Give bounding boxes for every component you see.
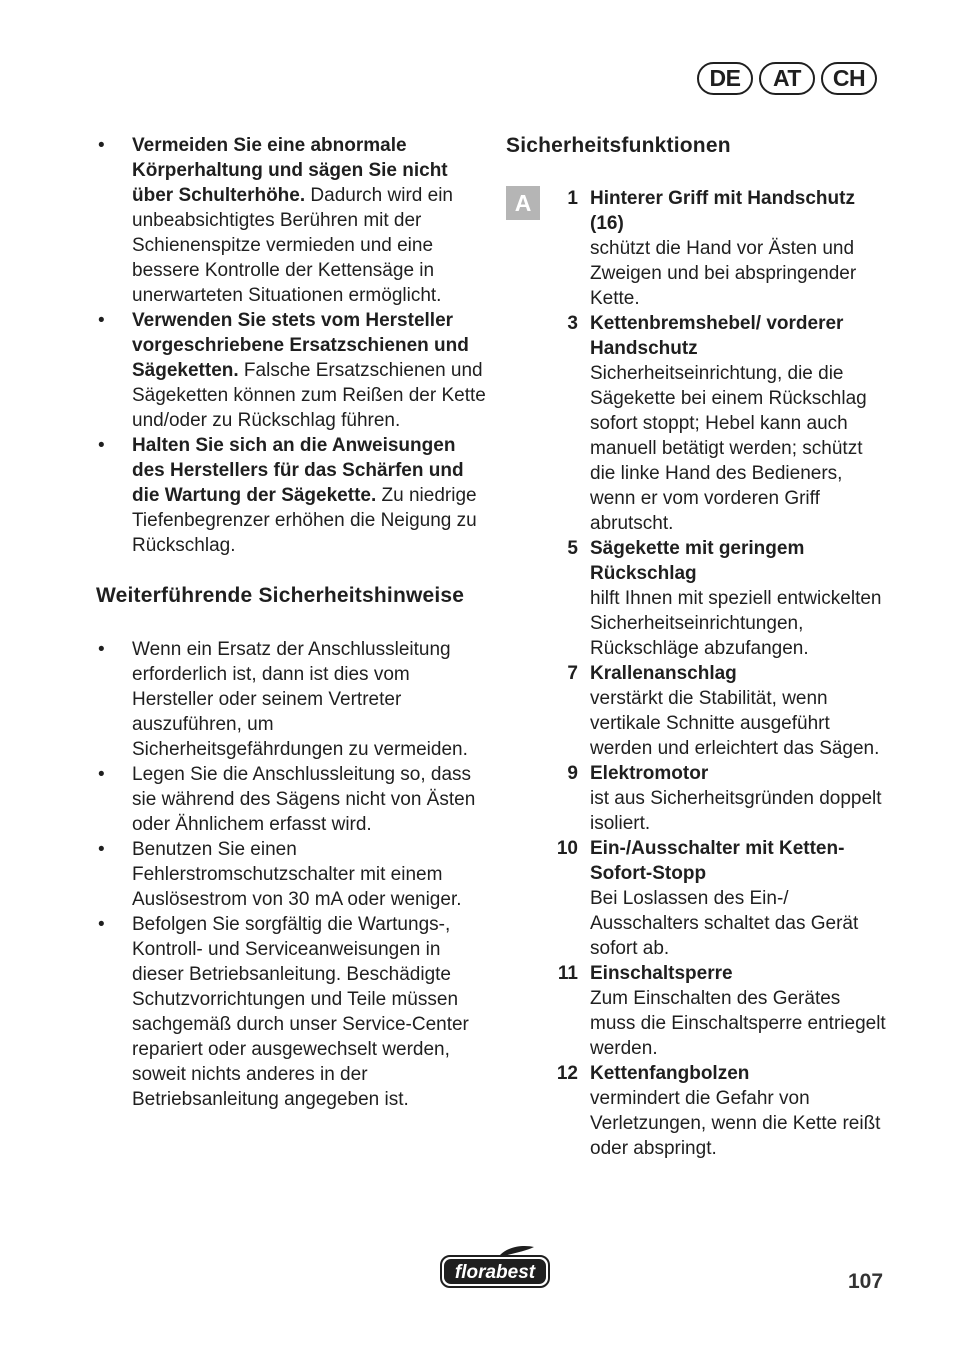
- bullet-bold: Halten Sie sich an die Anweisungen des Herstellers für das Schärfen und die Wartung der Sägekette.: [132, 435, 464, 506]
- feature-description: schützt die Hand vor Ästen und Zweigen und bei abspringender Kette.: [590, 238, 857, 309]
- feature-number: 7: [567, 663, 578, 684]
- list-item: [96, 433, 486, 558]
- logo-leaf: [500, 1246, 534, 1256]
- language-badges: [697, 62, 877, 95]
- list-item: • Wenn ein Ersatz der Anschlussleitung erforderlich ist, dann ist dies vom Hersteller oder seinem Vertreter auszuführen, um Sicherheitsgefährdungen zu vermeiden.: [96, 637, 486, 762]
- lang-badge-de: DE: [697, 62, 753, 95]
- feature-number: 10: [556, 838, 578, 859]
- lang-badge-ch: CH: [821, 62, 877, 95]
- feature-description: Bei Loslassen des Ein-/ Ausschalters schaltet das Gerät sofort ab.: [590, 888, 859, 959]
- feature-body: [590, 186, 890, 311]
- feature-number: 9: [567, 763, 578, 784]
- lang-badge-at: AT: [759, 62, 815, 95]
- list-item: [96, 308, 486, 433]
- feature-description: Zum Einschalten des Gerätes muss die Einschaltsperre entriegelt werden.: [590, 988, 886, 1059]
- feature-number: 3: [567, 313, 578, 334]
- feature-item: [506, 1061, 906, 1161]
- feature-title: Hinterer Griff mit Handschutz (16): [590, 188, 855, 234]
- feature-item: [506, 761, 906, 836]
- safety-bullet-list: [96, 133, 486, 558]
- feature-body: [590, 536, 890, 661]
- feature-body: [590, 1061, 890, 1161]
- feature-number: 11: [557, 963, 578, 984]
- bullet-bold: Vermeiden Sie eine abnormale Körperhaltung und sägen Sie nicht über Schulterhöhe.: [132, 135, 448, 206]
- feature-title: Ein-/Ausschalter mit Ketten-Sofort-Stopp: [590, 838, 845, 884]
- feature-title: Elektromotor: [590, 763, 709, 784]
- feature-title: Krallenanschlag: [590, 663, 737, 684]
- page-number: 107: [848, 1270, 884, 1293]
- feature-item: [506, 186, 906, 311]
- feature-title: Kettenbremshebel/ vorderer Handschutz: [590, 313, 844, 359]
- feature-item: [506, 311, 906, 536]
- feature-item: [506, 836, 906, 961]
- bullet-bold: Verwenden Sie stets vom Hersteller vorgeschriebene Ersatzschienen und Sägeketten.: [132, 310, 469, 381]
- section-heading-sicherheitsfunktionen: Sicherheitsfunktionen: [506, 134, 731, 157]
- feature-description: ist aus Sicherheitsgründen doppelt isoliert.: [590, 788, 882, 834]
- bullet-text: Falsche Ersatzschienen und Sägeketten können zum Reißen der Kette und/oder zu Rückschlag führen.: [132, 360, 486, 431]
- feature-body: [590, 661, 890, 761]
- left-column: [96, 133, 486, 1112]
- list-item: • Legen Sie die Anschlussleitung so, dass sie während des Sägens nicht von Ästen oder Ähnlichem erfasst wird.: [96, 762, 486, 837]
- feature-description: Sicherheitseinrichtung, die die Sägekette bei einem Rückschlag sofort stoppt; Hebel kann auch manuell betätigt werden; schützt die linke Hand des Bedieners, wenn er vom vorderen Griff abrutscht.: [590, 363, 867, 534]
- feature-number: 5: [567, 538, 578, 559]
- figure-marker-a: A: [506, 186, 540, 220]
- feature-list: [506, 186, 906, 1161]
- feature-body: [590, 961, 890, 1061]
- feature-title: Sägekette mit geringem Rückschlag: [590, 538, 805, 584]
- list-item: • Befolgen Sie sorgfältig die Wartungs-, Kontroll- und Serviceanweisungen in dieser Betriebsanleitung. Beschädigte Schutzvorrichtungen und Teile müssen sachgemäß durch unser Service-Center repariert oder ausgewechselt werden, soweit nichts anderes in der Betriebsanleitung angegeben ist.: [96, 912, 486, 1112]
- feature-description: hilft Ihnen mit speziell entwickelten Sicherheitseinrichtungen, Rückschläge abzufangen.: [590, 588, 882, 659]
- feature-item: [506, 536, 906, 661]
- feature-title: Kettenfangbolzen: [590, 1063, 750, 1084]
- feature-title: Einschaltsperre: [590, 963, 733, 984]
- feature-body: [590, 761, 890, 836]
- bullet-text: Zu niedrige Tiefenbegrenzer erhöhen die Neigung zu Rückschlag.: [132, 485, 477, 556]
- feature-number: 1: [567, 188, 578, 209]
- list-item: [96, 133, 486, 308]
- feature-body: [590, 311, 890, 536]
- bullet-text: Dadurch wird ein unbeabsichtigtes Berühren mit der Schienenspitze vermieden und eine bessere Kontrolle der Kettensäge in unerwarteten Situationen ermöglicht.: [132, 185, 453, 306]
- feature-item: [506, 661, 906, 761]
- feature-body: [590, 836, 890, 961]
- florabest-logo: [438, 1243, 552, 1293]
- logo-wordmark: florabest: [454, 1262, 536, 1283]
- further-safety-list: [96, 637, 486, 1112]
- list-item: • Benutzen Sie einen Fehlerstromschutzschalter mit einem Auslösestrom von 30 mA oder weniger.: [96, 837, 486, 912]
- feature-description: vermindert die Gefahr von Verletzungen, wenn die Kette reißt oder abspringt.: [590, 1088, 881, 1159]
- feature-number: 12: [556, 1063, 578, 1084]
- right-column: [506, 133, 906, 1161]
- feature-item: [506, 961, 906, 1061]
- section-heading-weiterfuehrende: Weiterführende Sicherheitshinweise: [96, 584, 465, 607]
- feature-description: verstärkt die Stabilität, wenn vertikale Schnitte ausgeführt werden und erleichtert das Sägen.: [590, 688, 880, 759]
